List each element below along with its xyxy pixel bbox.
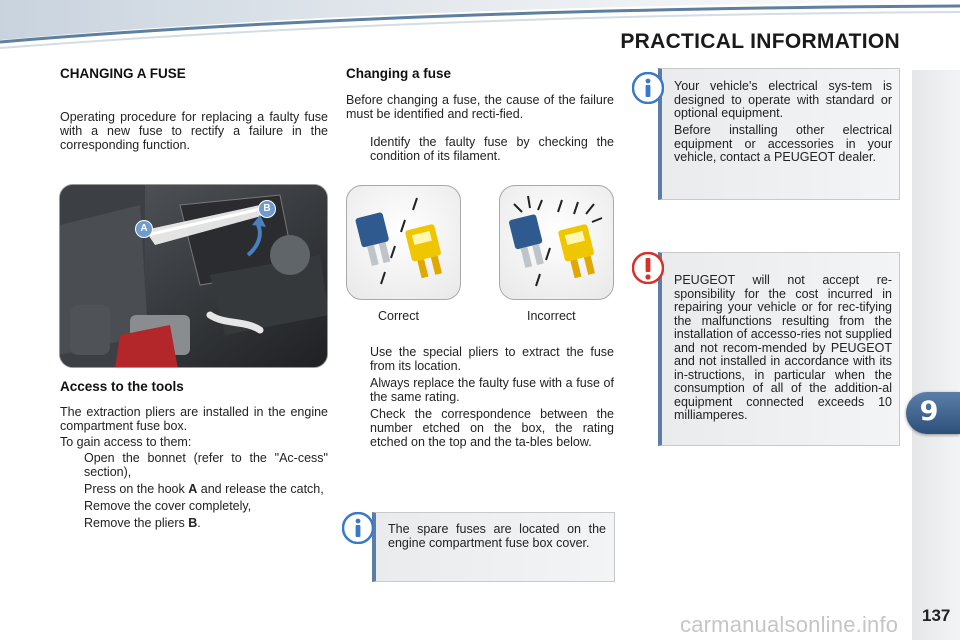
pliers-label-b: B [258, 200, 276, 218]
fuse-incorrect-graphic [500, 186, 613, 299]
electrical-info-para-1: Your vehicle's electrical sys-tem is designed to operate with standard or optional equipment. [674, 79, 892, 120]
hook-label-a: A [135, 220, 153, 238]
fuse-incorrect-illustration [499, 185, 614, 300]
list-item: Always replace the faulty fuse with a fuse of the same rating. [370, 376, 614, 404]
list-item: Remove the cover completely, [84, 499, 252, 513]
list-item: Open the bonnet (refer to the "Ac-cess" section), [84, 451, 328, 479]
changing-bullet-1 [346, 135, 614, 166]
access-title: Access to the tools [60, 379, 184, 394]
chapter-tab[interactable] [906, 392, 960, 434]
list-item: Check the correspondence between the number etched on the box, the rating etched on the top and the ta-bles below. [370, 407, 614, 449]
access-paragraph-2: To gain access to them: [60, 435, 192, 449]
chapter-number: 9 [919, 396, 939, 427]
list-item: Press on the hook A and release the catch, [84, 482, 324, 496]
info-icon [632, 72, 664, 104]
list-item: Use the special pliers to extract the fuse from its location. [370, 345, 614, 373]
intro-paragraph: Operating procedure for replacing a faulty fuse with a new fuse to rectify a failure in the corresponding function. [60, 110, 328, 152]
page-title: PRACTICAL INFORMATION [620, 30, 900, 53]
access-paragraph-1: The extraction pliers are installed in the engine compartment fuse box. [60, 405, 328, 433]
engine-bay-illustration [60, 185, 328, 368]
spare-fuses-text: The spare fuses are located on the engine compartment fuse box cover. [388, 522, 606, 550]
watermark: carmanualsonline.info [680, 612, 899, 637]
changing-intro: Before changing a fuse, the cause of the failure must be identified and recti-fied. [346, 93, 614, 121]
changing-bullet-list [346, 345, 614, 452]
changing-title: Changing a fuse [346, 66, 452, 81]
warning-icon [632, 252, 664, 284]
page-number: 137 [922, 606, 951, 625]
caption-correct: Correct [378, 309, 419, 323]
info-icon [342, 512, 374, 544]
list-item: Remove the pliers B. [84, 516, 201, 530]
caption-incorrect: Incorrect [527, 309, 576, 323]
fuse-correct-illustration [346, 185, 461, 300]
list-item: Identify the faulty fuse by checking the condition of its filament. [370, 135, 614, 163]
electrical-info-para-2: Before installing other electrical equipment or accessories in your vehicle, contact a PEUGEOT dealer. [674, 123, 892, 164]
warning-text: PEUGEOT will not accept re-sponsibility for the cost incurred in repairing your vehicle or for rec-tifying the malfunctions resulting from the installation of accesso-ries not supplied and not recom-mended by PEUGEOT and not installed in accordance with its in-structions, in particular when the consumption of all of the addition-al equipment connected exceeds 10 milliamperes. [674, 273, 892, 422]
access-bullet-list [60, 451, 328, 533]
section-title: CHANGING A FUSE [60, 66, 186, 81]
side-strip [912, 70, 960, 640]
engine-bay-photo [59, 184, 328, 368]
fuse-correct-graphic [347, 186, 460, 299]
